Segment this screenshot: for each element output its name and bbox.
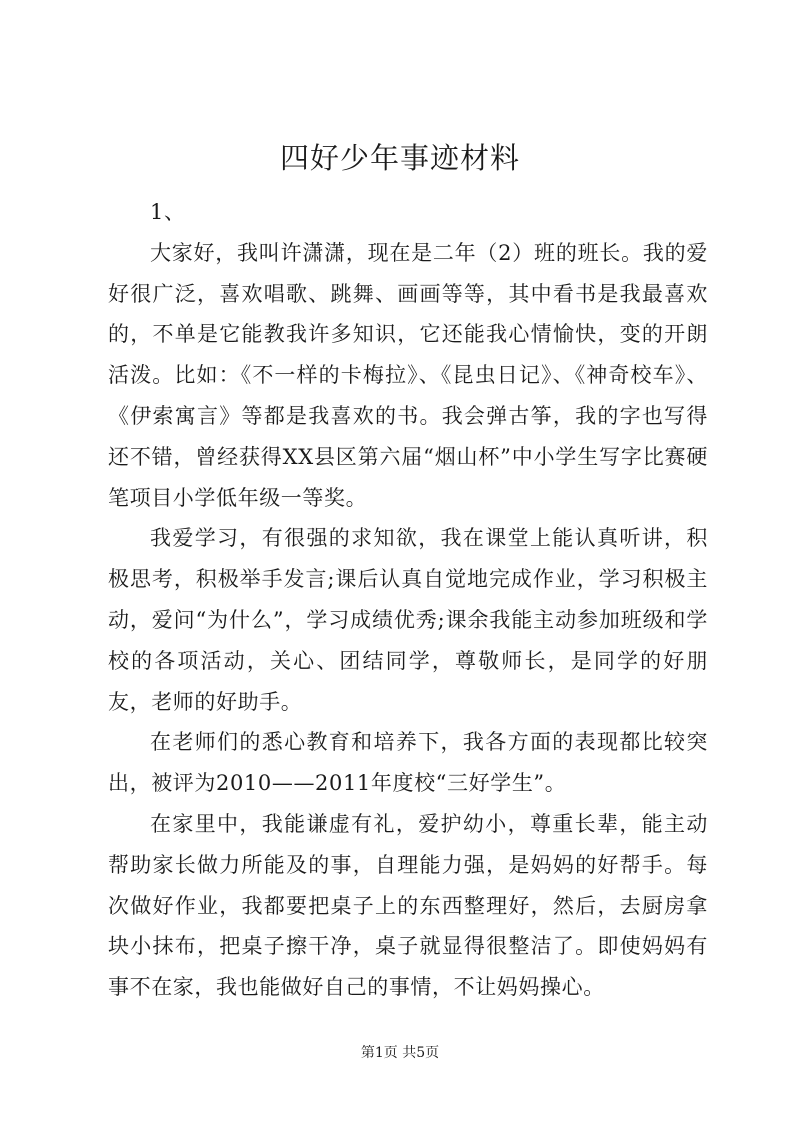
paragraph-award: 在老师们的悉心教育和培养下，我各方面的表现都比较突出，被评为2010——2011年度校“三好学生”。 xyxy=(108,730,708,796)
page-number-footer: 第1页 共5页 xyxy=(360,1045,440,1061)
document-body xyxy=(108,192,708,1008)
paragraph-home: 在家里中，我能谦虚有礼，爱护幼小，尊重长辈，能主动帮助家长做力所能及的事，自理能力强，是妈妈的好帮手。每次做好作业，我都要把桌子上的东西整理好，然后，去厨房拿块小抹布，把桌子擦干净，桌子就显得很整洁了。即使妈妈有事不在家，我也能做好自己的事情，不让妈妈操心。 xyxy=(108,811,708,1000)
document-title: 四好少年事迹材料 xyxy=(279,141,520,175)
section-number: 1、 xyxy=(150,200,186,224)
paragraph-introduction: 大家好，我叫许潇潇，现在是二年（2）班的班长。我的爱好很广泛，喜欢唱歌、跳舞、画画等等，其中看书是我最喜欢的，不单是它能教我许多知识，它还能我心情愉快，变的开朗活泼。比如：《不一样的卡梅拉》、《昆虫日记》、《神奇校车》、《伊索寓言》等都是我喜欢的书。我会弹古筝，我的字也写得还不错，曾经获得XX县区第六届“烟山杯”中小学生写字比赛硬笔项目小学低年级一等奖。 xyxy=(108,240,708,510)
paragraph-study: 我爱学习，有很强的求知欲，我在课堂上能认真听讲，积极思考，积极举手发言;课后认真自觉地完成作业，学习积极主动，爱问“为什么”，学习成绩优秀;课余我能主动参加班级和学校的各项活动，关心、团结同学，尊敬师长，是同学的好朋友，老师的好助手。 xyxy=(108,526,708,714)
